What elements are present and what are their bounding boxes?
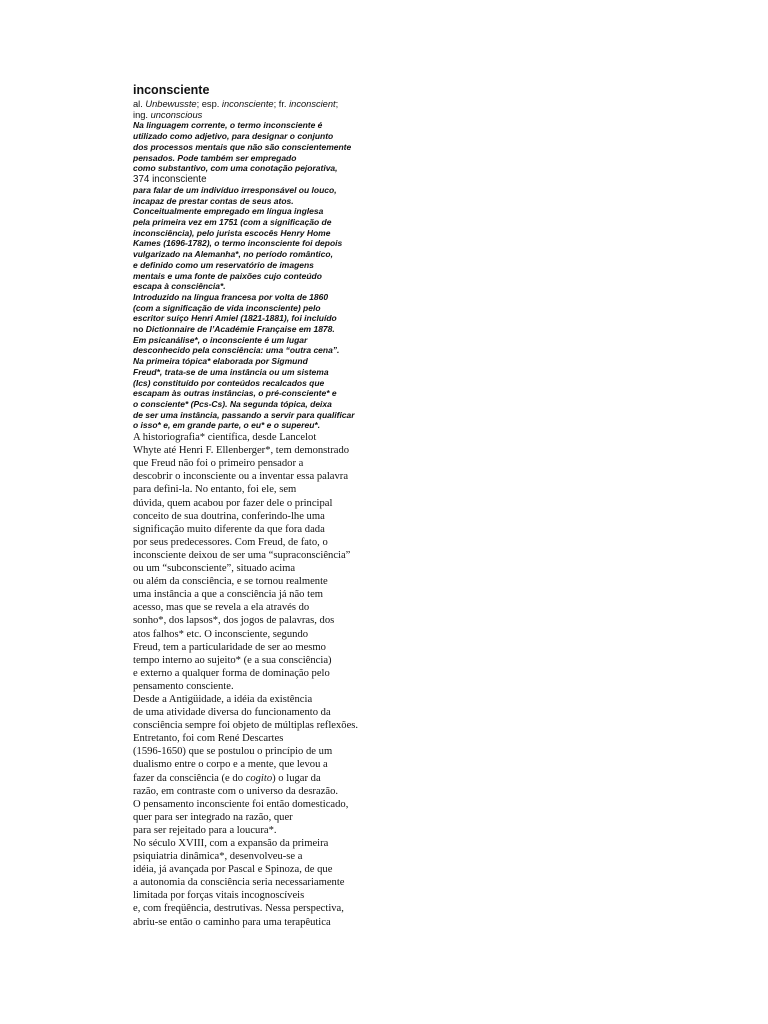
- text-line: de ser uma instância, passando a servir para qualificar: [133, 409, 355, 420]
- text-line: escritor suíço Henri Amiel (1821-1881), foi incluído: [133, 313, 337, 324]
- text-line: Kames (1696-1782), o termo inconsciente foi depois: [133, 238, 343, 249]
- definition-part-c: [133, 335, 383, 431]
- text-line: desconhecido pela consciência: uma “outra cena”.: [133, 345, 340, 356]
- text-line: por seus predecessores. Com Freud, de fato, o: [133, 536, 328, 548]
- text-line: (com a significação de vida inconsciente) pelo: [133, 302, 321, 313]
- text-line: que Freud não foi o primeiro pensador a: [133, 458, 304, 470]
- text-line: vulgarizado na Alemanha*, no período romântico,: [133, 249, 333, 260]
- text-line: atos falhos* etc. O inconsciente, segundo: [133, 628, 309, 640]
- text-line: ou além da consciência, e se tornou realmente: [133, 576, 328, 588]
- text-line: (1596-1650) que se postulou o princípio de um: [133, 746, 333, 758]
- text-line: Entretanto, foi com René Descartes: [133, 733, 284, 745]
- text-line: o isso* e, em grande parte, o eu* e o supereu*.: [133, 420, 321, 431]
- text-line: a autonomia da consciência seria necessariamente: [133, 877, 345, 889]
- text-line: dualismo entre o corpo e a mente, que levou a: [133, 759, 328, 771]
- text-line: ou um “subconsciente”, situado acima: [133, 563, 296, 575]
- dictionary-line: no Dictionnaire de l’Académie Française em 1878.: [133, 324, 335, 335]
- text-line: quer para ser integrado na razão, quer: [133, 811, 293, 823]
- text-line: dos processos mentais que não são conscientemente: [133, 141, 352, 152]
- text-line: escapa à consciência*.: [133, 281, 226, 292]
- text-line: A historiografia* científica, desde Lancelot: [133, 432, 317, 444]
- text-line: escapam às outras instâncias, o pré-consciente* e: [133, 388, 337, 399]
- text-line: e externo a qualquer forma de dominação pelo: [133, 667, 330, 679]
- text-line: descobrir o inconsciente ou a inventar essa palavra: [133, 471, 349, 483]
- translations-line-2: ing. unconscious: [133, 109, 203, 120]
- text-line: uma instância a que a consciência já não tem: [133, 589, 324, 601]
- text-line: Conceitualmente empregado em língua inglesa: [133, 206, 324, 217]
- text-line: pensamento consciente.: [133, 680, 234, 692]
- text-line: idéia, já avançada por Pascal e Spinoza, de que: [133, 864, 333, 876]
- cogito-line: fazer da consciência (e do cogito) o lugar da: [133, 772, 321, 784]
- text-line: Na linguagem corrente, o termo inconsciente é: [133, 120, 323, 131]
- text-line: Desde a Antigüidade, a idéia da existência: [133, 693, 313, 705]
- text-line: consciência sempre foi objeto de múltiplas reflexões.: [133, 720, 359, 732]
- body-part-b: [133, 785, 383, 929]
- text-line: Whyte até Henri F. Ellenberger*, tem demonstrado: [133, 445, 350, 457]
- text-line: para defini-la. No entanto, foi ele, sem: [133, 484, 297, 496]
- text-line: abriu-se então o caminho para uma terapêutica: [133, 916, 331, 928]
- translations-line-1: al. Unbewusste; esp. inconsciente; fr. inconscient;: [133, 99, 339, 109]
- text-line: psiquiatria dinâmica*, desenvolveu-se a: [133, 851, 303, 863]
- text-line: para ser rejeitado para a loucura*.: [133, 824, 277, 836]
- text-line: dúvida, quem acabou por fazer dele o principal: [133, 497, 333, 509]
- text-line: limitada por forças vitais incognoscíveis: [133, 890, 305, 902]
- text-line: acesso, mas que se revela a ela através do: [133, 602, 310, 614]
- text-line: pela primeira vez em 1751 (com a significação de: [133, 217, 332, 228]
- translations: [133, 99, 383, 120]
- text-line: para falar de um indivíduo irresponsável ou louco,: [133, 184, 337, 195]
- entry-title: inconsciente: [133, 83, 210, 97]
- text-line: e definido como um reservatório de imagens: [133, 259, 314, 270]
- body-part-a: [133, 431, 383, 771]
- text-line: incapaz de prestar contas de seus atos.: [133, 195, 294, 206]
- definition-part-b: [133, 185, 383, 324]
- text-line: Na primeira tópica* elaborada por Sigmund: [133, 356, 308, 367]
- text-line: como substantivo, com uma conotação pejorativa,: [133, 163, 338, 174]
- text-line: tempo interno ao sujeito* (e a sua consciência): [133, 654, 332, 666]
- text-line: O pensamento inconsciente foi então domesticado,: [133, 798, 349, 810]
- page-marker: 374 inconsciente: [133, 173, 207, 185]
- text-line: Freud, tem a particularidade de ser ao mesmo: [133, 641, 326, 653]
- text-line: conceito de sua doutrina, conferindo-lhe uma: [133, 510, 325, 522]
- text-line: e, com freqüência, destrutivas. Nessa perspectiva,: [133, 903, 344, 915]
- body-text: [133, 431, 383, 929]
- entry-column: [133, 83, 383, 929]
- text-line: Freud*, trata-se de uma instância ou um sistema: [133, 366, 329, 377]
- text-line: (Ics) constituído por conteúdos recalcados que: [133, 377, 325, 388]
- text-line: pensados. Pode também ser empregado: [133, 152, 297, 163]
- text-line: utilizado como adjetivo, para designar o conjunto: [133, 131, 334, 142]
- text-line: mentais e uma fonte de paixões cujo conteúdo: [133, 270, 322, 281]
- definition-part-a: [133, 120, 383, 174]
- text-line: o consciente* (Pcs-Cs). Na segunda tópica, deixa: [133, 398, 332, 409]
- text-line: No século XVIII, com a expansão da primeira: [133, 838, 329, 849]
- text-line: de uma atividade diversa do funcionamento da: [133, 707, 331, 719]
- definition-block: [133, 120, 383, 431]
- text-line: razão, em contraste com o universo da desrazão.: [133, 785, 339, 797]
- text-line: inconsciente deixou de ser uma “supraconsciência”: [133, 549, 351, 561]
- text-line: inconsciência), pelo jurista escocês Henry Home: [133, 227, 331, 238]
- text-line: sonho*, dos lapsos*, dos jogos de palavras, dos: [133, 615, 335, 627]
- text-line: Em psicanálise*, o inconsciente é um lugar: [133, 334, 308, 345]
- text-line: Introduzido na língua francesa por volta de 1860: [133, 291, 329, 302]
- text-line: significação muito diferente da que fora dada: [133, 523, 325, 535]
